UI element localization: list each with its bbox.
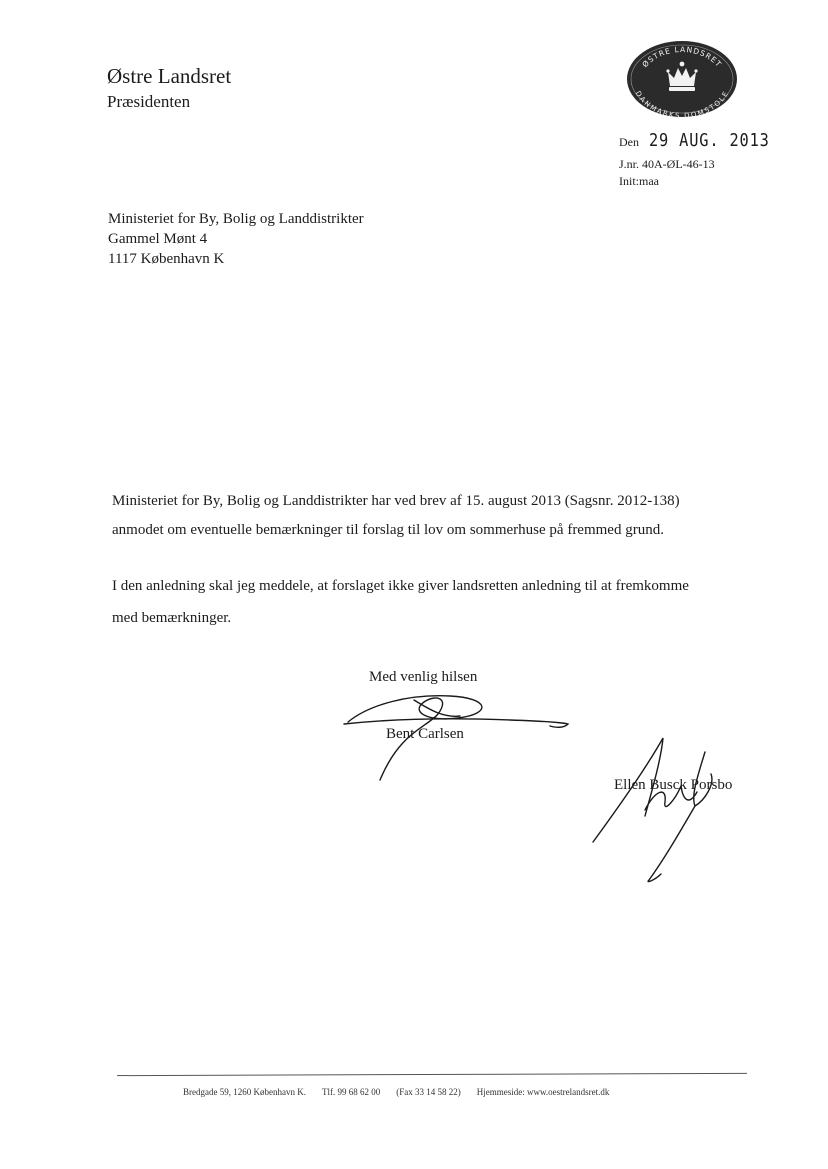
signature-ellen-busck-porsbo	[585, 730, 735, 890]
court-seal-stamp	[626, 40, 738, 118]
footer-contact	[183, 1087, 609, 1097]
seal-bottom-text: DANMARKS DOMSTOLE	[633, 89, 731, 118]
paragraph-1-line-1: Ministeriet for By, Bolig og Landdistrikter har ved brev af 15. august 2013 (Sagsnr. 2012-138)	[112, 493, 680, 509]
footer-phone: Tlf. 99 68 62 00	[321, 1087, 381, 1097]
paragraph-1-line-2: anmodet om eventuelle bemærkninger til forslag til lov om sommerhuse på fremmed grund.	[112, 522, 664, 538]
paragraph-2-line-1: I den anledning skal jeg meddele, at forslaget ikke giver landsretten anledning til at fremkomme	[112, 578, 689, 594]
footer-fax: (Fax 33 14 58 22)	[396, 1087, 461, 1097]
initials: Init:maa	[619, 174, 659, 188]
court-name: Østre Landsret	[107, 64, 232, 88]
recipient-line-3: 1117 København K	[108, 251, 225, 267]
date-label: Den	[619, 135, 639, 149]
recipient-line-2: Gammel Mønt 4	[108, 231, 208, 247]
paragraph-2-line-2: med bemærkninger.	[112, 610, 232, 626]
footer-divider	[117, 1073, 747, 1076]
footer-address: Bredgade 59, 1260 København K.	[183, 1087, 306, 1097]
journal-number: J.nr. 40A-ØL-46-13	[619, 157, 715, 171]
footer-website: Hjemmeside: www.oestrelandsret.dk	[476, 1087, 610, 1097]
recipient-line-1: Ministeriet for By, Bolig og Landdistrikter	[108, 211, 364, 227]
signer-1-name: Bent Carlsen	[386, 726, 464, 742]
date-line	[619, 130, 791, 151]
seal-top-text: ØSTRE LANDSRET	[640, 44, 724, 70]
office-title: Præsidenten	[107, 92, 191, 111]
closing-greeting: Med venlig hilsen	[369, 669, 478, 685]
date-stamp: 29 AUG. 2013	[649, 130, 770, 151]
signer-2-name: Ellen Busck Porsbo	[614, 777, 733, 793]
